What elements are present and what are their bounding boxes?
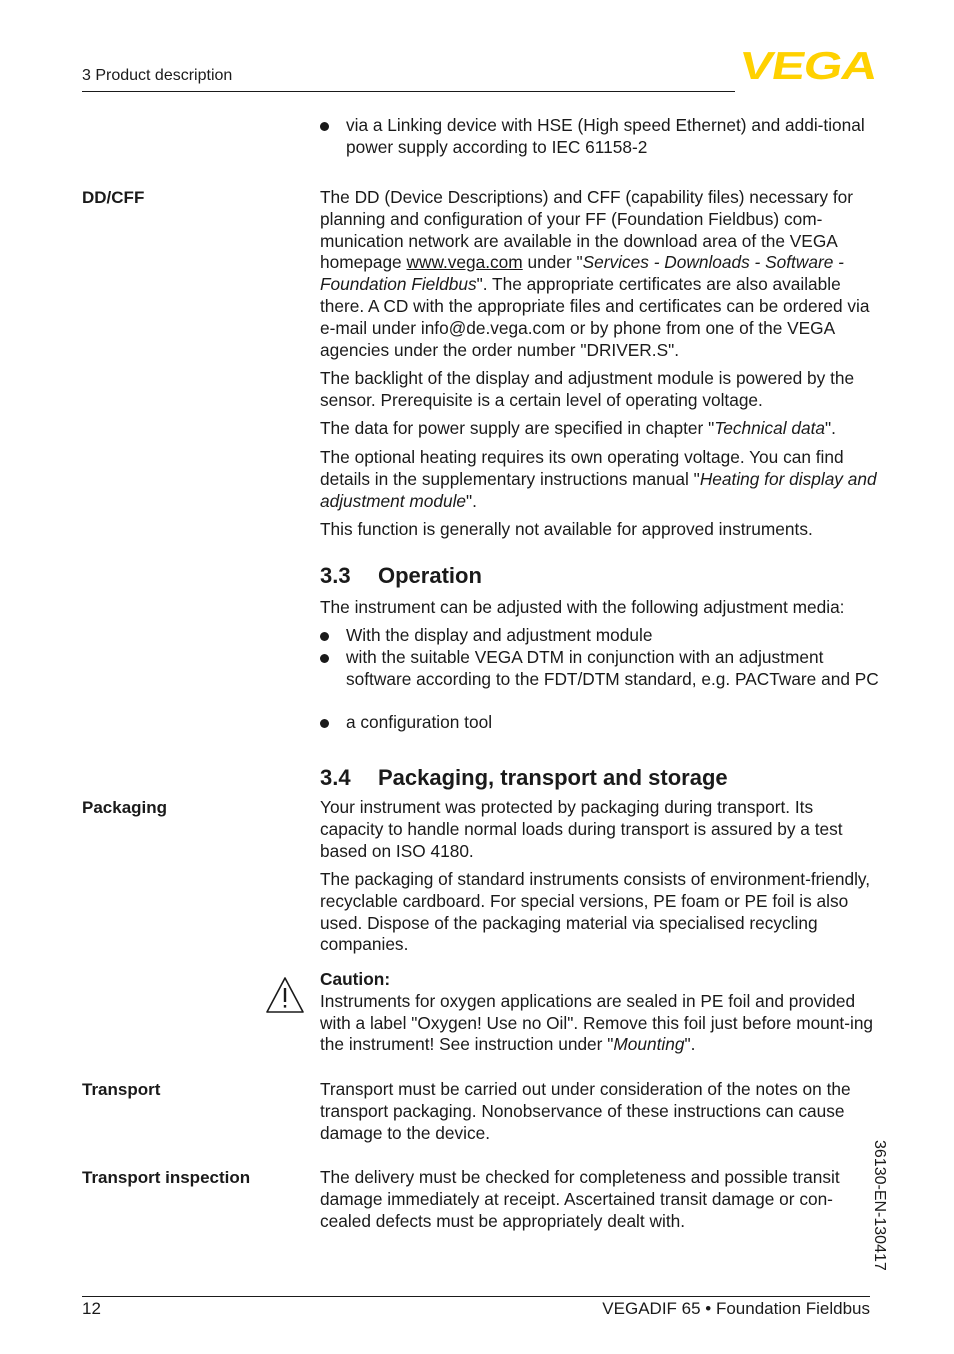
caution-title: Caution: — [320, 969, 391, 989]
list-item: with the suitable VEGA DTM in conjunction with an adjustment software according to the FDT/DTM standard, e.g. PACTware and PC — [320, 647, 880, 691]
side-label-ddcff: DD/CFF — [82, 188, 145, 207]
ddcff-paragraph-4: The optional heating requires its own operating voltage. You can find details in the supplementary instructions manual "Heating for display and adjustment module". — [320, 447, 877, 511]
heading-operation: 3.3 Operation — [320, 563, 482, 588]
packaging-paragraph-2: The packaging of standard instruments consists of environment-friendly, recyclable cardboard. For special versions, PE foam or PE foil is also used. Dispose of the packaging material via specialised recycling companies. — [320, 869, 871, 955]
caution-text: Instruments for oxygen applications are sealed in PE foil and provided with a label "Oxygen! Use no Oil". Remove this foil just before mount-ing the instrument! See instruction under "Mounting". — [320, 990, 874, 1055]
packaging-paragraph-1: Your instrument was protected by packaging during transport. Its capacity to handle normal loads during transport is assured by a test based on ISO 4180. — [320, 797, 843, 861]
side-label-transport-inspection: Transport inspection — [82, 1168, 251, 1187]
heading-packaging: 3.4 Packaging, transport and storage — [320, 765, 728, 790]
vega-link[interactable]: www.vega.com — [406, 252, 523, 273]
side-label-packaging: Packaging — [82, 798, 168, 817]
caution-block — [320, 969, 880, 1056]
header-section-title: 3 Product description — [82, 67, 233, 84]
bullet-icon — [320, 654, 329, 663]
ddcff-paragraph-2: The backlight of the display and adjustment module is powered by the sensor. Prerequisite is a certain level of operating voltage. — [320, 368, 855, 410]
side-label-transport: Transport — [82, 1080, 161, 1099]
list-item: via a Linking device with HSE (High speed Ethernet) and addi-tional power supply according to IEC 61158-2 — [320, 115, 880, 159]
bullet-icon — [320, 632, 329, 641]
vega-logo: VEGA — [736, 45, 881, 88]
footer-rule — [82, 1296, 870, 1297]
header-rule — [82, 91, 735, 92]
ddcff-paragraph-5: This function is generally not available for approved instruments. — [320, 519, 813, 539]
document-number: 36130-EN-130417 — [871, 1140, 888, 1271]
page-number: 12 — [82, 1299, 101, 1318]
transport-inspection-paragraph: The delivery must be checked for completeness and possible transit damage immediately at receipt. Ascertained transit damage or con-cealed defects must be appropriately dealt with. — [320, 1167, 840, 1231]
warning-triangle-icon — [265, 976, 305, 1014]
transport-paragraph: Transport must be carried out under consideration of the notes on the transport packaging. Nonobservance of these instructions can cause damage to the device. — [320, 1079, 851, 1143]
operation-intro: The instrument can be adjusted with the following adjustment media: — [320, 597, 845, 617]
list-item: a configuration tool — [320, 712, 880, 734]
list-item: With the display and adjustment module — [320, 625, 880, 647]
footer-product: VEGADIF 65 • Foundation Fieldbus — [602, 1299, 870, 1318]
bullet-icon — [320, 719, 329, 728]
bullet-icon — [320, 122, 329, 131]
ddcff-paragraph-3: The data for power supply are specified in chapter "Technical data". — [320, 418, 836, 438]
ddcff-paragraph-1: The DD (Device Descriptions) and CFF (capability files) necessary for planning and configuration of your FF (Foundation Fieldbus) com-munication network are available in the download area of the VEGA homepage www.vega.com under "Services - Downloads - Software - Foundation Fieldbus". The appropriate certificates are also available there. A CD with the appropriate files and certificates can be ordered via e-mail under info@de.vega.com or by phone from one of the VEGA agencies under the order number "DRIVER.S". — [320, 187, 870, 360]
